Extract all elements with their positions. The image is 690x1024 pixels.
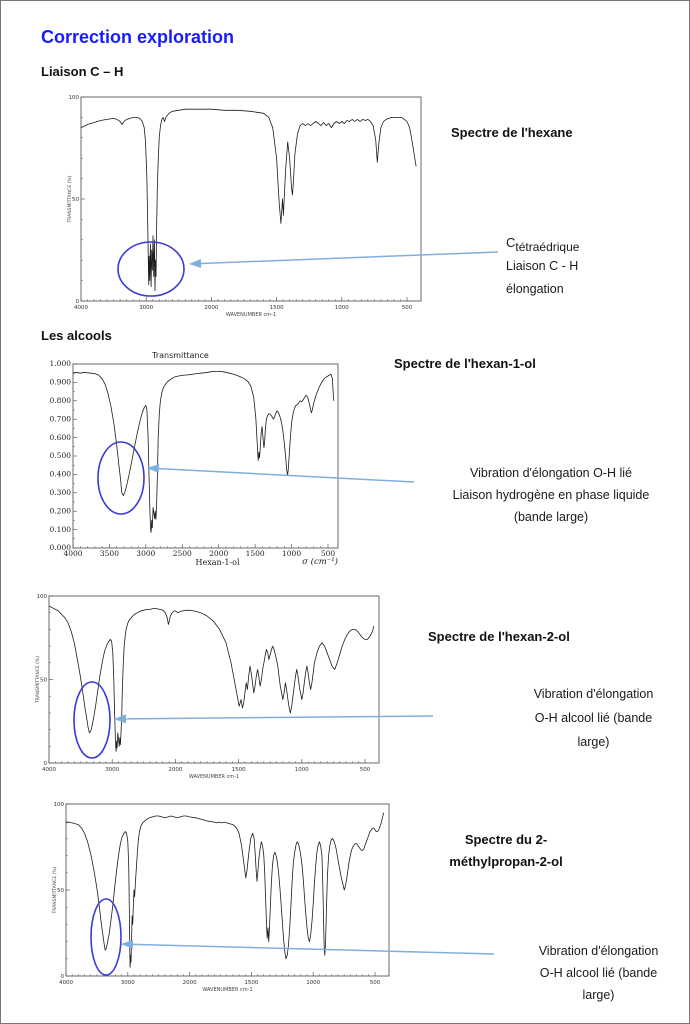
annotation-hexan-2-ol bbox=[491, 683, 690, 754]
svg-text:2000: 2000 bbox=[209, 549, 229, 558]
svg-text:3000: 3000 bbox=[139, 305, 154, 311]
svg-text:Transmittance: Transmittance bbox=[152, 351, 209, 360]
svg-text:0: 0 bbox=[60, 974, 64, 981]
svg-text:4000: 4000 bbox=[59, 980, 73, 986]
svg-text:2000: 2000 bbox=[168, 767, 183, 773]
svg-text:0.400: 0.400 bbox=[49, 469, 71, 479]
svg-text:0.800: 0.800 bbox=[49, 396, 71, 405]
svg-text:0: 0 bbox=[75, 299, 79, 306]
svg-text:Hexan-1-ol: Hexan-1-ol bbox=[195, 558, 240, 567]
svg-text:4000: 4000 bbox=[42, 767, 56, 773]
svg-text:0.700: 0.700 bbox=[49, 414, 71, 424]
page-title: Correction exploration bbox=[41, 27, 235, 47]
spectrum-label-line: Spectre du 2- bbox=[464, 832, 548, 847]
svg-text:3000: 3000 bbox=[105, 767, 120, 773]
svg-text:2000: 2000 bbox=[204, 305, 219, 311]
ir-spectrum-hexan-2-ol-chart bbox=[26, 589, 391, 781]
svg-text:0.300: 0.300 bbox=[49, 488, 71, 497]
annotation-line: O-H alcool lié (bande bbox=[534, 710, 653, 725]
svg-text:50: 50 bbox=[57, 888, 64, 895]
annotation-line: large) bbox=[577, 734, 610, 749]
spectrum-label-methylpropanol bbox=[426, 829, 586, 873]
svg-text:1500: 1500 bbox=[244, 980, 259, 986]
svg-text:100: 100 bbox=[68, 95, 79, 102]
svg-text:3000: 3000 bbox=[120, 980, 135, 986]
annotation-line: élongation bbox=[506, 282, 564, 297]
svg-text:0.200: 0.200 bbox=[49, 506, 71, 516]
annotation-line: Vibration d'élongation O-H lié bbox=[470, 466, 632, 480]
svg-text:2500: 2500 bbox=[172, 549, 192, 558]
spectrum-label-line: méthylpropan-2-ol bbox=[449, 854, 563, 870]
svg-text:1500: 1500 bbox=[269, 305, 284, 311]
svg-text:1500: 1500 bbox=[231, 767, 246, 773]
annotation-line: Ctétraédrique bbox=[506, 235, 580, 254]
svg-text:2000: 2000 bbox=[182, 980, 197, 986]
svg-text:1000: 1000 bbox=[334, 305, 349, 311]
svg-text:1000: 1000 bbox=[282, 549, 302, 558]
svg-text:σ (cm⁻¹): σ (cm⁻¹) bbox=[302, 557, 338, 567]
section-heading-liaison-ch: Liaison C – H bbox=[41, 64, 124, 79]
svg-text:TRANSMITTANCE (%): TRANSMITTANCE (%) bbox=[36, 656, 41, 703]
annotation-methylpropanol bbox=[501, 941, 690, 1007]
annotation-line: Vibration d'élongation bbox=[538, 944, 659, 958]
svg-text:500: 500 bbox=[320, 549, 336, 558]
svg-text:1000: 1000 bbox=[294, 767, 309, 773]
svg-text:1.000: 1.000 bbox=[49, 359, 71, 369]
svg-text:0.000: 0.000 bbox=[49, 543, 71, 553]
svg-text:100: 100 bbox=[36, 594, 47, 601]
spectrum-label-hexane: Spectre de l'hexane bbox=[451, 125, 573, 140]
svg-text:0.600: 0.600 bbox=[49, 432, 71, 442]
svg-text:500: 500 bbox=[401, 305, 413, 311]
svg-text:500: 500 bbox=[359, 767, 371, 773]
ir-spectrum-hexane-chart bbox=[31, 89, 441, 324]
annotation-line: large) bbox=[582, 987, 615, 1002]
svg-text:500: 500 bbox=[369, 980, 381, 986]
svg-text:0.500: 0.500 bbox=[49, 451, 71, 461]
svg-text:TRANSMITTANCE (%): TRANSMITTANCE (%) bbox=[53, 866, 58, 914]
svg-text:4000: 4000 bbox=[74, 305, 88, 311]
svg-text:0: 0 bbox=[43, 761, 47, 768]
svg-text:100: 100 bbox=[53, 802, 64, 809]
svg-text:0.900: 0.900 bbox=[49, 377, 71, 387]
annotation-hexane bbox=[506, 231, 579, 301]
svg-text:3000: 3000 bbox=[136, 549, 156, 558]
svg-text:4000: 4000 bbox=[63, 549, 83, 558]
annotation-line: Liaison hydrogène en phase liquide bbox=[452, 487, 650, 502]
svg-text:50: 50 bbox=[72, 197, 79, 204]
svg-text:TRANSMITTANCE (%): TRANSMITTANCE (%) bbox=[68, 175, 73, 223]
ir-spectrum-hexan-1-ol-chart bbox=[31, 346, 366, 581]
annotation-line: Vibration d'élongation bbox=[533, 687, 654, 701]
spectrum-label-hexan-1-ol: Spectre de l'hexan-1-ol bbox=[394, 356, 536, 371]
spectrum-label-hexan-2-ol: Spectre de l'hexan-2-ol bbox=[428, 629, 570, 644]
svg-text:50: 50 bbox=[40, 677, 47, 684]
annotation-line: O-H alcool lié (bande bbox=[539, 965, 658, 980]
svg-text:0.100: 0.100 bbox=[49, 524, 71, 534]
section-heading-alcools: Les alcools bbox=[41, 328, 112, 343]
annotation-hexan-1-ol bbox=[406, 463, 690, 529]
svg-text:WAVENUMBER cm-1: WAVENUMBER cm-1 bbox=[188, 774, 240, 780]
svg-text:WAVENUMBER cm-1: WAVENUMBER cm-1 bbox=[225, 312, 277, 318]
svg-text:3500: 3500 bbox=[99, 549, 119, 558]
svg-text:1000: 1000 bbox=[306, 980, 321, 986]
svg-text:WAVENUMBER cm-1: WAVENUMBER cm-1 bbox=[202, 987, 253, 993]
annotation-line: (bande large) bbox=[513, 509, 589, 524]
ir-spectrum-methylpropanol-chart bbox=[29, 797, 399, 997]
annotation-line: Liaison C - H bbox=[506, 259, 579, 274]
svg-text:1500: 1500 bbox=[245, 549, 265, 558]
